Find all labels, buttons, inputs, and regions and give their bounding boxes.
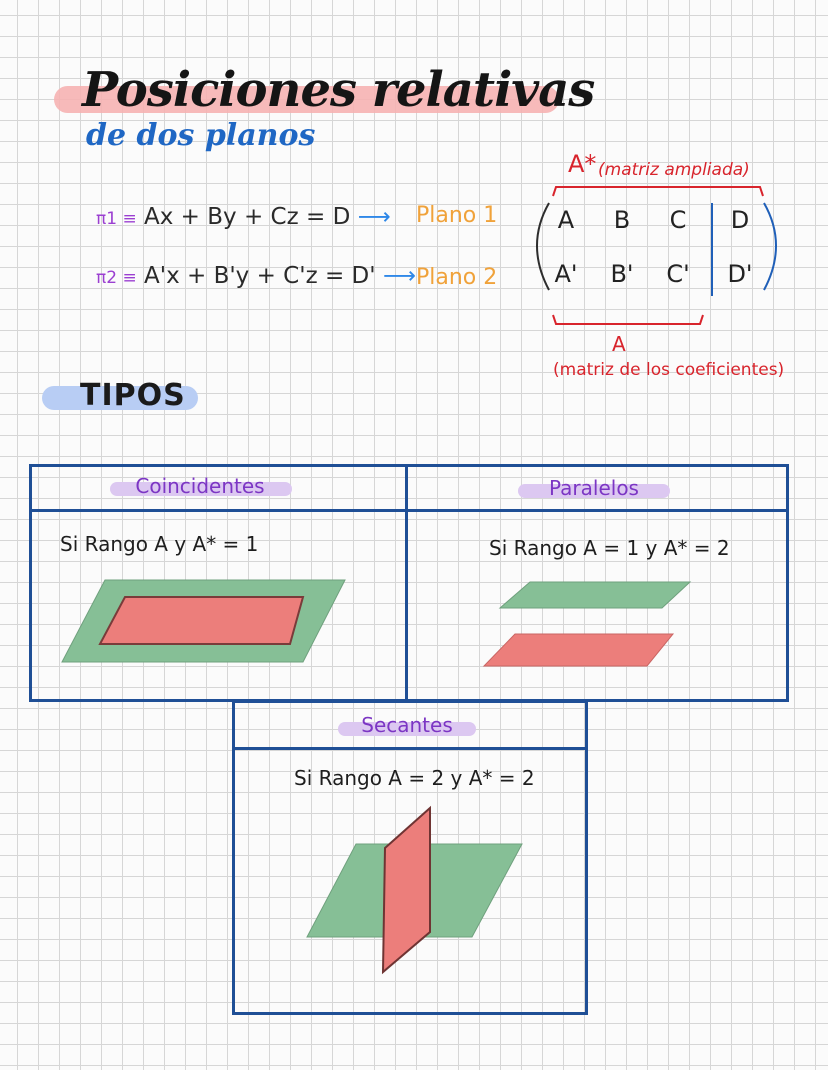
plano-2-label: Plano 2 [416,265,498,290]
condition-paralelos: Si Rango A = 1 y A* = 2 [489,536,730,560]
matrix-ampliada-label: (matriz ampliada) [598,160,750,180]
plano-1-label: Plano 1 [416,203,498,228]
type-title-coincidentes: Coincidentes [135,474,265,498]
condition-secantes: Si Rango A = 2 y A* = 2 [294,766,535,790]
page-title: Posiciones relativas [82,62,595,118]
arrow-icon: ⟶ [357,204,391,230]
matrix-cell: D [730,206,750,234]
type-title-paralelos: Paralelos [549,476,639,500]
matrix-coef-symbol: A [612,332,626,356]
matrix-cell: B' [610,260,634,288]
matrix-cell: A [557,206,575,234]
section-heading-tipos: TIPOS [80,378,186,413]
condition-coincidentes: Si Rango A y A* = 1 [60,532,259,556]
matrix-cell: D' [727,260,753,288]
equation-1-expr: Ax + By + Cz = D [144,204,351,230]
matrix-cell: B [613,206,631,234]
pi2-label: π2 ≡ [96,268,137,288]
page-subtitle: de dos planos [86,118,316,153]
matrix-cell: C [669,206,687,234]
red-plane [383,808,430,972]
matrix-coef-label: (matriz de los coeficientes) [553,360,785,380]
matrix-ampliada-symbol: A* [568,150,597,178]
matrix-cell: A' [554,260,578,288]
arrow-icon: ⟶ [382,263,416,289]
pi1-label: π1 ≡ [96,209,137,229]
equation-2-expr: A'x + B'y + C'z = D' [144,263,376,289]
matrix-cell: C' [666,260,690,288]
type-title-secantes: Secantes [361,713,453,737]
